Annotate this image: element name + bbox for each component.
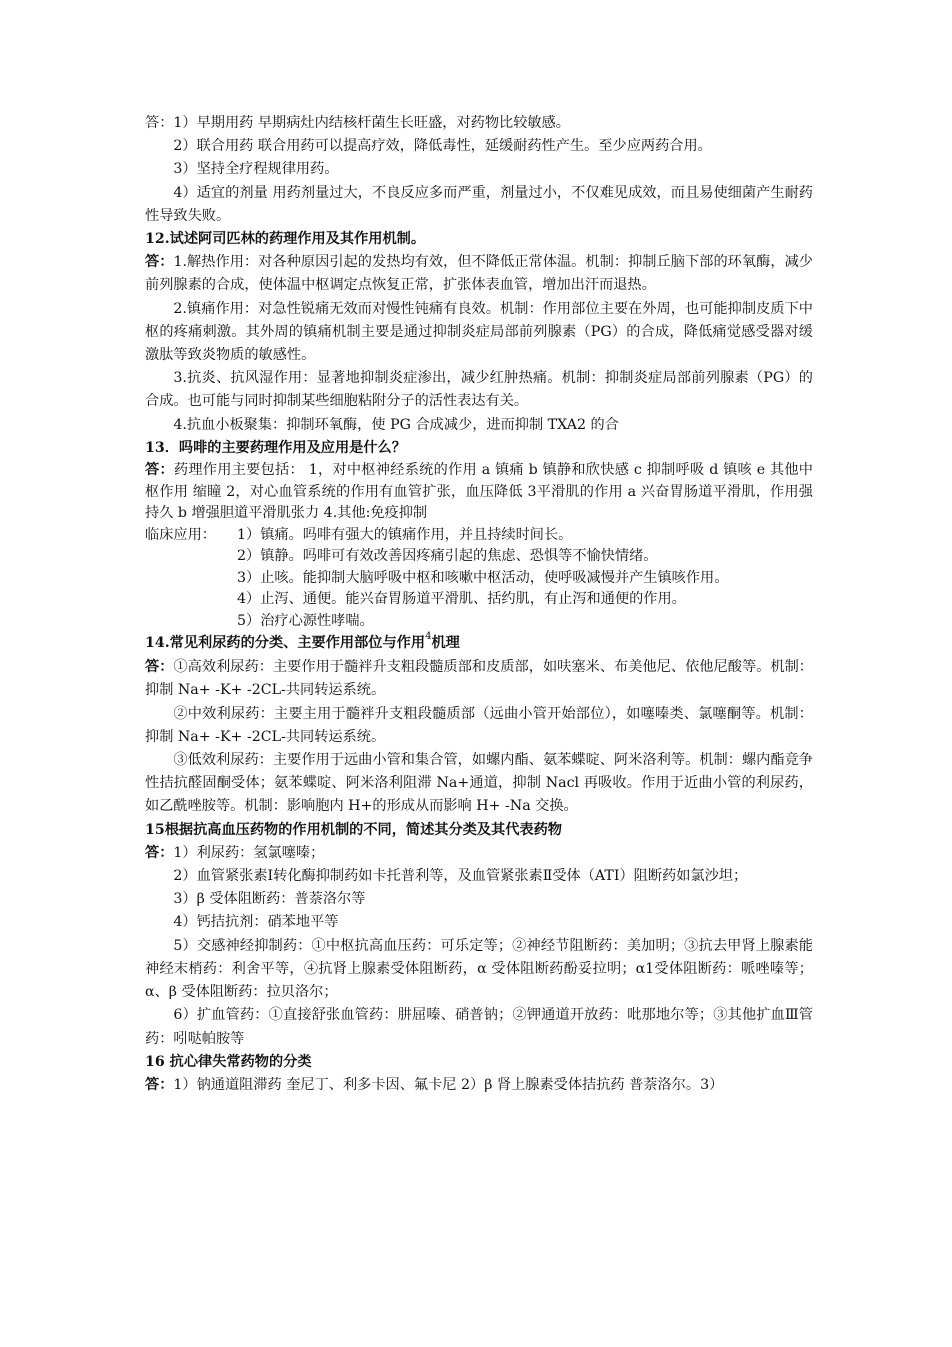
q12-paragraph-1 (145, 251, 813, 297)
q12-paragraph-3: 3.抗炎、抗风湿作用：显著地抑制炎症渗出，减少红肿热痛。机制：抑制炎症局部前列腺素（PG）的合成。也可能与同时抑制某些细胞粘附分子的活性表达有关。 (145, 370, 813, 410)
q13-pharmacology-text: 药理作用主要包括： 1，对中枢神经系统的作用 a 镇痛 b 镇静和欣快感 c 抑制呼吸 d 镇咳 e 其他中枢作用 缩瞳 2，对心血管系统的作用有血管扩张，血压降低 3平滑肌的作用 a 兴奋胃肠道平滑肌，作用强持久 b 增强胆道平滑肌张力 4.其他:免疫抑制 (145, 462, 813, 522)
q16-heading: 16 抗心律失常药物的分类 (145, 1053, 312, 1070)
q11-answer-line-4: 4）适宜的剂量 用药剂量过大，不良反应多而严重，剂量过小，不仅难见成效，而且易使细菌产生耐药性导致失败。 (145, 184, 813, 224)
answer-label: 答： (145, 659, 174, 676)
answer-label: 答： (145, 462, 174, 479)
q14-paragraph-1 (145, 656, 813, 702)
q13-clinical-label: 临床应用： (145, 526, 216, 543)
q13-clinical-item-1: 1）镇痛。吗啡有强大的镇痛作用，并且持续时间长。 (237, 526, 573, 543)
q14-heading (145, 632, 813, 656)
q13-clinical-item-3: 3）止咳。能抑制大脑呼吸中枢和咳嗽中枢活动，使呼吸减慢并产生镇咳作用。 (237, 569, 729, 586)
q15-item-5: 5）交感神经抑制药：①中枢抗高血压药：可乐定等；②神经节阻断药：美加明；③抗去甲肾上腺素能神经末梢药：利舍平等，④抗肾上腺素受体阻断药，α 受体阻断药酚妥拉明；α1受体阻断药：哌唑嗪等；α、β 受体阻断药：拉贝洛尔； (145, 937, 813, 1001)
q14-title-a: 14.常见利尿药的分类、主要作用部位与作用 (145, 635, 426, 652)
q15-item-4: 4）钙拮抗剂：硝苯地平等 (173, 914, 339, 931)
q13-pharmacology (145, 460, 813, 525)
q13-heading: 13．吗啡的主要药理作用及应用是什么？ (145, 439, 406, 456)
q12-text-1: 1.解热作用：对各种原因引起的发热均有效，但不降低正常体温。机制：抑制丘脑下部的环氧酶，减少前列腺素的合成，使体温中枢调定点恢复正常，扩张体表血管，增加出汗而退热。 (145, 254, 813, 294)
q15-item-2: 2）血管紧张素Ⅰ转化酶抑制药如卡托普利等，及血管紧张素Ⅱ受体（ATI）阻断药如氯沙坦； (173, 868, 748, 885)
q15-item-1 (145, 842, 813, 865)
document-page (145, 112, 813, 1097)
answer-label: 答： (145, 1076, 174, 1093)
answer-label: 答： (145, 254, 174, 271)
q13-clinical-use (145, 525, 813, 547)
q14-text-1: ①高效利尿药：主要作用于髓袢升支粗段髓质部和皮质部，如呋塞米、布美他尼、依他尼酸等。机制：抑制 Na+ -K+ -2CL-共同转运系统。 (145, 659, 813, 699)
q16-paragraph (145, 1074, 813, 1097)
q13-clinical-item-4: 4）止泻、通便。能兴奋胃肠道平滑肌、括约肌，有止泻和通便的作用。 (237, 591, 686, 608)
q11-answer-line-2: 2）联合用药 联合用药可以提高疗效，降低毒性，延缓耐药性产生。至少应两药合用。 (173, 138, 712, 155)
q12-heading: 12.试述阿司匹林的药理作用及其作用机制。 (145, 231, 426, 248)
page-number: 4 (425, 631, 432, 643)
q12-paragraph-4: 4.抗血小板聚集：抑制环氧酶，使 PG 合成减少，进而抑制 TXA2 的合 (173, 416, 619, 433)
q13-clinical-item-2: 2）镇静。吗啡可有效改善因疼痛引起的焦虑、恐惧等不愉快情绪。 (237, 548, 658, 565)
q11-answer-line-1: 答：1）早期用药 早期病灶内结核杆菌生长旺盛，对药物比较敏感。 (145, 115, 570, 131)
q14-title-b: 机理 (431, 635, 460, 652)
q15-item-3: 3）β 受体阻断药：普萘洛尔等 (173, 891, 366, 908)
answer-label: 答： (145, 844, 174, 861)
q11-answer-line-3: 3）坚持全疗程规律用药。 (173, 161, 339, 178)
q16-text: 1）钠通道阻滞药 奎尼丁、利多卡因、氟卡尼 2）β 肾上腺素受体拮抗药 普萘洛尔。3） (173, 1076, 724, 1093)
q14-paragraph-2: ②中效利尿药：主要主用于髓袢升支粗段髓质部（远曲小管开始部位），如噻嗪类、氯噻酮等。机制：抑制 Na+ -K+ -2CL-共同转运系统。 (145, 705, 813, 745)
q12-paragraph-2: 2.镇痛作用：对急性锐痛无效而对慢性钝痛有良效。机制：作用部位主要在外周，也可能抑制皮质下中枢的疼痛刺激。其外周的镇痛机制主要是通过抑制炎症局部前列腺素（PG）的合成，降低痛觉感受器对缓激肽等致炎物质的敏感性。 (145, 300, 813, 364)
q15-heading: 15根据抗高血压药物的作用机制的不同，简述其分类及其代表药物 (145, 821, 562, 838)
q14-paragraph-3: ③低效利尿药：主要作用于远曲小管和集合管，如螺内酯、氨苯蝶啶、阿米洛利等。机制：螺内酯竞争性拮抗醛固酮受体；氨苯蝶啶、阿米洛利阻滞 Na+通道，抑制 Nacl 再吸收。作用于近曲小管的利尿药，如乙酰唑胺等。机制：影响胞内 H+的形成从而影响 H+ -Na 交换。 (145, 752, 813, 815)
q15-item-6: 6）扩血管药：①直接舒张血管药：肼屈嗪、硝普钠；②钾通道开放药：吡那地尔等；③其他扩血Ⅲ管药：吲哒帕胺等 (145, 1007, 813, 1047)
q15-text-1: 1）利尿药：氢氯噻嗪； (173, 844, 325, 861)
q13-clinical-item-5: 5）治疗心源性哮喘。 (237, 612, 374, 629)
